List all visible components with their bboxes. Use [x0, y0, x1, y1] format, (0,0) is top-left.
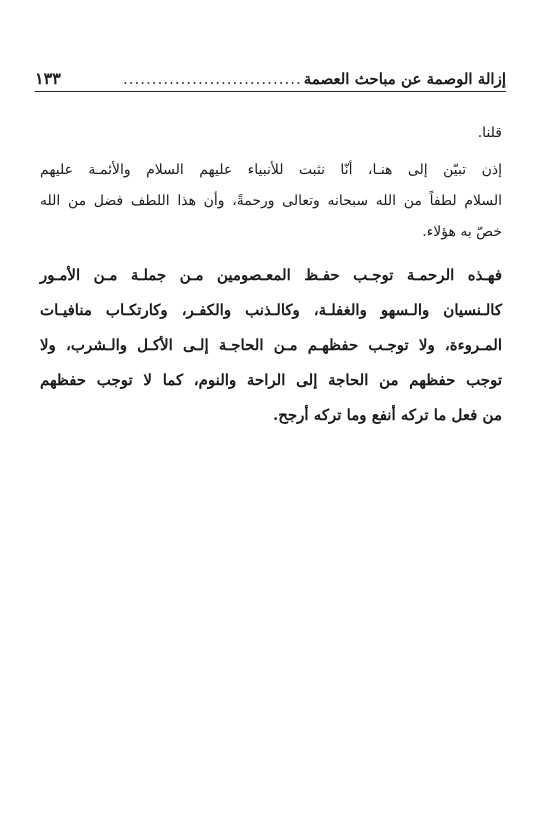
running-header: [35, 58, 506, 88]
paragraph-3: [40, 258, 502, 433]
text-line: توجب حفظهم من الحاجة إلى الراحة والنوم، كما لا توجب حفظهم: [40, 371, 502, 389]
paragraph-1: [40, 118, 502, 149]
text-line: خصّ به هؤلاء.: [422, 224, 502, 240]
text-line: فهـذه الرحمـة توجـب حفـظ المعـصومين مـن جملـة مـن الأمـور: [40, 266, 502, 284]
page-number: ١٣٣: [35, 69, 61, 88]
text-line: من فعل ما تركه أنفع وما تركه أرجح.: [273, 406, 502, 424]
text-line: إذن تبيّن إلى هنـا، أنّا نثبت للأنبياء عليهم السلام والأئمـة عليهم: [40, 162, 502, 178]
text-line: المـروءة، ولا توجـب حفظهـم مـن الحاجـة إلـى الأكـل والـشرب، ولا: [40, 336, 502, 354]
text-line: كالـنسيان والـسهو والغفلـة، وكالـذنب والكفـر، وكارتكـاب منافيـات: [40, 301, 502, 319]
header-leader-dots: ...............................: [122, 70, 302, 88]
paragraph-2: [40, 155, 502, 248]
body-text: [40, 118, 502, 433]
header-title: إزالة الوصمة عن مباحث العصمة: [303, 70, 506, 88]
text-line: السلام لطفاً من الله سبحانه وتعالى ورحمةً، وأن هذا اللطف فضل من الله: [40, 193, 502, 209]
header-rule: [35, 91, 506, 92]
text-line: قلنا.: [477, 125, 502, 141]
